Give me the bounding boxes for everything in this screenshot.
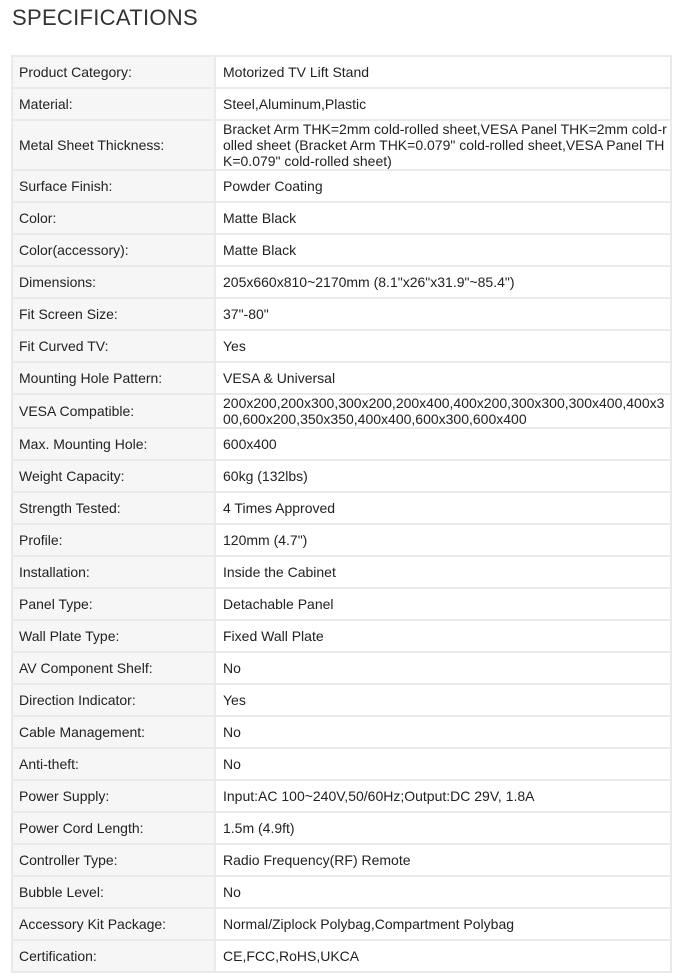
spec-label: Anti-theft: xyxy=(12,748,215,780)
spec-value: 600x400 xyxy=(215,428,671,460)
spec-value: Motorized TV Lift Stand xyxy=(215,56,671,88)
spec-row-av-component-shelf xyxy=(12,652,671,684)
spec-label: Color(accessory): xyxy=(12,234,215,266)
spec-label: Max. Mounting Hole: xyxy=(12,428,215,460)
spec-label: Controller Type: xyxy=(12,844,215,876)
spec-row-anti-theft xyxy=(12,748,671,780)
spec-row-product-category xyxy=(12,56,671,88)
spec-label: Certification: xyxy=(12,940,215,972)
spec-value: Input:AC 100~240V,50/60Hz;Output:DC 29V, 1.8A xyxy=(215,780,671,812)
spec-value: Fixed Wall Plate xyxy=(215,620,671,652)
spec-value: VESA & Universal xyxy=(215,362,671,394)
spec-row-power-cord-length xyxy=(12,812,671,844)
spec-label: Product Category: xyxy=(12,56,215,88)
spec-row-surface-finish xyxy=(12,170,671,202)
spec-value: 205x660x810~2170mm (8.1"x26"x31.9"~85.4") xyxy=(215,266,671,298)
spec-label: Profile: xyxy=(12,524,215,556)
spec-value: 1.5m (4.9ft) xyxy=(215,812,671,844)
spec-value: Matte Black xyxy=(215,202,671,234)
spec-row-cable-management xyxy=(12,716,671,748)
spec-row-metal-sheet-thickness xyxy=(12,120,671,170)
spec-label: VESA Compatible: xyxy=(12,394,215,428)
spec-row-controller-type xyxy=(12,844,671,876)
section-title: SPECIFICATIONS xyxy=(12,5,198,30)
specifications-table xyxy=(11,55,672,973)
spec-label: Wall Plate Type: xyxy=(12,620,215,652)
spec-row-mounting-hole-pattern xyxy=(12,362,671,394)
spec-label: Cable Management: xyxy=(12,716,215,748)
spec-label: Fit Screen Size: xyxy=(12,298,215,330)
spec-value: No xyxy=(215,716,671,748)
spec-row-material xyxy=(12,88,671,120)
spec-value: No xyxy=(215,652,671,684)
spec-row-installation xyxy=(12,556,671,588)
spec-row-weight-capacity xyxy=(12,460,671,492)
spec-value: Normal/Ziplock Polybag,Compartment Polybag xyxy=(215,908,671,940)
spec-value: Bracket Arm THK=2mm cold-rolled sheet,VESA Panel THK=2mm cold-rolled sheet (Bracket Arm THK=0.079" cold-rolled sheet,VESA Panel THK=0.079" cold-rolled sheet) xyxy=(215,120,671,170)
spec-label: Weight Capacity: xyxy=(12,460,215,492)
spec-row-strength-tested xyxy=(12,492,671,524)
spec-value: Powder Coating xyxy=(215,170,671,202)
spec-row-power-supply xyxy=(12,780,671,812)
spec-value: Yes xyxy=(215,330,671,362)
spec-row-fit-screen-size xyxy=(12,298,671,330)
spec-label: Power Supply: xyxy=(12,780,215,812)
spec-value: No xyxy=(215,748,671,780)
spec-row-profile xyxy=(12,524,671,556)
spec-row-max-mounting-hole xyxy=(12,428,671,460)
spec-label: Surface Finish: xyxy=(12,170,215,202)
specifications-table-body xyxy=(12,56,671,972)
spec-label: Dimensions: xyxy=(12,266,215,298)
spec-row-direction-indicator xyxy=(12,684,671,716)
spec-row-panel-type xyxy=(12,588,671,620)
spec-label: Color: xyxy=(12,202,215,234)
spec-value: Matte Black xyxy=(215,234,671,266)
spec-label: Power Cord Length: xyxy=(12,812,215,844)
spec-label: AV Component Shelf: xyxy=(12,652,215,684)
spec-label: Installation: xyxy=(12,556,215,588)
spec-value: 200x200,200x300,300x200,200x400,400x200,300x300,300x400,400x300,600x200,350x350,400x400,600x300,600x400 xyxy=(215,394,671,428)
spec-row-color xyxy=(12,202,671,234)
spec-value: 60kg (132lbs) xyxy=(215,460,671,492)
spec-row-fit-curved-tv xyxy=(12,330,671,362)
spec-row-bubble-level xyxy=(12,876,671,908)
spec-label: Bubble Level: xyxy=(12,876,215,908)
spec-label: Material: xyxy=(12,88,215,120)
spec-value: 4 Times Approved xyxy=(215,492,671,524)
spec-value: 37"-80" xyxy=(215,298,671,330)
spec-label: Metal Sheet Thickness: xyxy=(12,120,215,170)
spec-row-accessory-kit-package xyxy=(12,908,671,940)
spec-value: Inside the Cabinet xyxy=(215,556,671,588)
spec-value: Yes xyxy=(215,684,671,716)
spec-label: Accessory Kit Package: xyxy=(12,908,215,940)
spec-row-vesa-compatible xyxy=(12,394,671,428)
spec-row-wall-plate-type xyxy=(12,620,671,652)
spec-value: No xyxy=(215,876,671,908)
spec-label: Mounting Hole Pattern: xyxy=(12,362,215,394)
spec-label: Direction Indicator: xyxy=(12,684,215,716)
spec-label: Strength Tested: xyxy=(12,492,215,524)
spec-value: Detachable Panel xyxy=(215,588,671,620)
spec-value: 120mm (4.7") xyxy=(215,524,671,556)
spec-value: Radio Frequency(RF) Remote xyxy=(215,844,671,876)
spec-row-color-accessory xyxy=(12,234,671,266)
spec-row-certification xyxy=(12,940,671,972)
spec-label: Panel Type: xyxy=(12,588,215,620)
spec-label: Fit Curved TV: xyxy=(12,330,215,362)
spec-value: CE,FCC,RoHS,UKCA xyxy=(215,940,671,972)
spec-value: Steel,Aluminum,Plastic xyxy=(215,88,671,120)
spec-row-dimensions xyxy=(12,266,671,298)
